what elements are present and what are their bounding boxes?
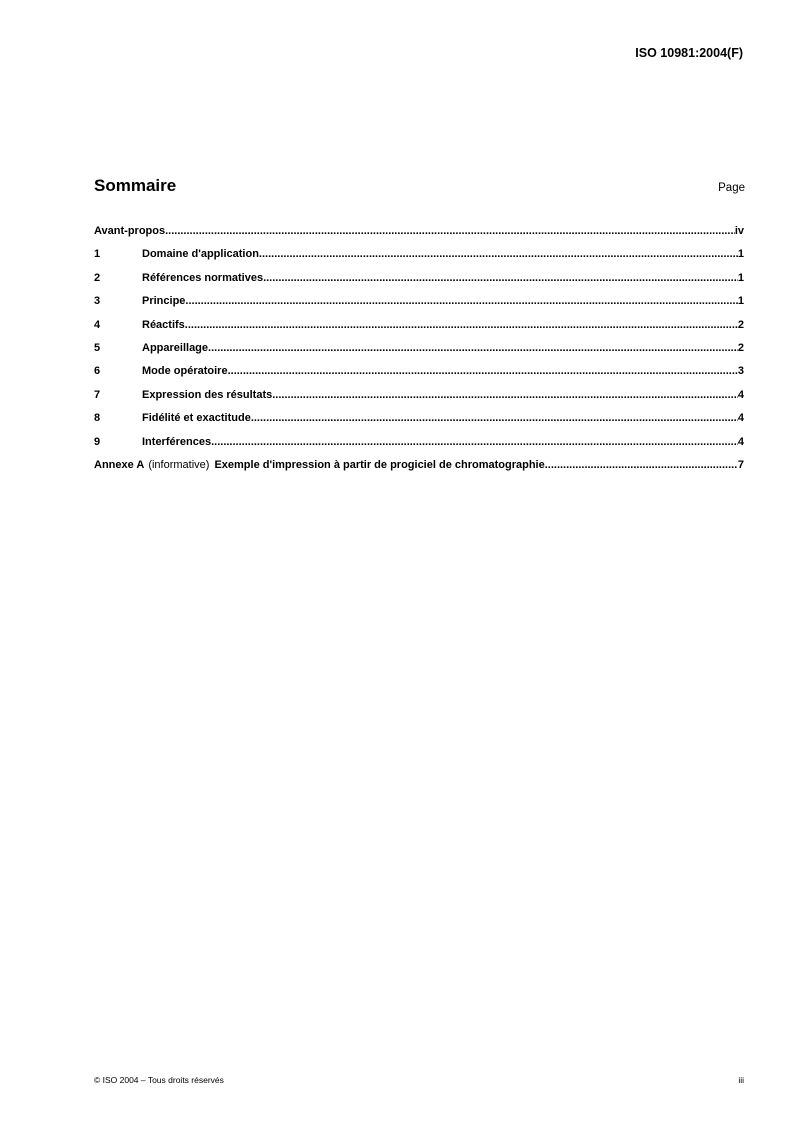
toc-leader-dots (263, 272, 738, 284)
toc-leader-dots (251, 412, 738, 424)
toc-entry-number: 2 (94, 271, 101, 284)
toc-leader-dots (185, 319, 738, 331)
toc-entry-title: Expression des résultats (142, 388, 273, 401)
toc-entry-number: 9 (94, 435, 101, 448)
toc-entry-5[interactable] (94, 342, 744, 365)
toc-entry-page: 4 (737, 388, 744, 401)
toc-entry-number: 3 (94, 295, 101, 308)
toc-entry-page: 3 (737, 365, 744, 378)
toc-entry-7[interactable] (94, 389, 744, 412)
toc-entry-9[interactable] (94, 436, 744, 459)
toc-entry-number: 7 (94, 388, 101, 401)
toc-entry-title: Appareillage (142, 341, 209, 354)
toc-entry-number: 1 (94, 248, 101, 261)
toc-entry-number: 5 (94, 341, 101, 354)
toc-entry-number: 4 (94, 318, 101, 331)
toc-entry-title: Mode opératoire (142, 365, 228, 378)
toc-leader-dots (259, 248, 738, 260)
toc-leader-dots (208, 342, 738, 354)
toc-title: Sommaire (94, 176, 177, 195)
toc-entry-number: 8 (94, 412, 101, 425)
document-id: ISO 10981:2004(F) (635, 46, 743, 60)
toc-entry-6[interactable] (94, 365, 744, 388)
toc-entry-title: Principe (142, 295, 186, 308)
toc-entry-4[interactable] (94, 319, 744, 342)
toc-entry-page: 4 (737, 412, 744, 425)
toc-leader-dots (272, 389, 738, 401)
toc-entry-page: 1 (737, 295, 744, 308)
toc-leader-dots (545, 459, 738, 471)
toc-entry-page: 2 (737, 318, 744, 331)
toc-entry-1[interactable] (94, 248, 744, 271)
annex-type: (informative) (148, 458, 210, 471)
toc-entry-title: Interférences (142, 435, 212, 448)
toc-entry-annex-a[interactable] (94, 459, 744, 482)
toc-entry-title: Références normatives (142, 271, 264, 284)
toc-entry-page: iv (734, 225, 744, 237)
toc-entry-title: Réactifs (142, 318, 185, 331)
toc-entry-title: Domaine d'application (142, 248, 259, 261)
toc-page-label: Page (718, 182, 745, 194)
toc-entry-page: 7 (737, 458, 744, 471)
toc-leader-dots (211, 436, 738, 448)
annex-prefix: Annexe A (94, 458, 145, 471)
toc-entry-title: Fidélité et exactitude (142, 412, 251, 425)
toc-heading-row (94, 176, 745, 196)
toc-entry-page: 2 (737, 341, 744, 354)
toc-entry-3[interactable] (94, 295, 744, 318)
toc-leader-dots (228, 365, 738, 377)
toc-entry-8[interactable] (94, 412, 744, 435)
toc-leader-dots (165, 225, 735, 237)
copyright-notice: © ISO 2004 – Tous droits réservés (94, 1075, 224, 1085)
page-footer (94, 1075, 744, 1085)
toc-entry-title: Exemple d'impression à partir de progiciel de chromatographie (214, 458, 545, 471)
toc-entry-2[interactable] (94, 272, 744, 295)
toc-entry-title: Avant-propos (94, 225, 166, 237)
toc-entry-foreword[interactable] (94, 225, 744, 248)
table-of-contents (94, 225, 744, 482)
toc-entry-page: 4 (737, 435, 744, 448)
toc-entry-page: 1 (737, 248, 744, 261)
page-number: iii (738, 1075, 744, 1085)
toc-entry-page: 1 (737, 271, 744, 284)
toc-entry-number: 6 (94, 365, 101, 378)
toc-leader-dots (185, 295, 737, 307)
